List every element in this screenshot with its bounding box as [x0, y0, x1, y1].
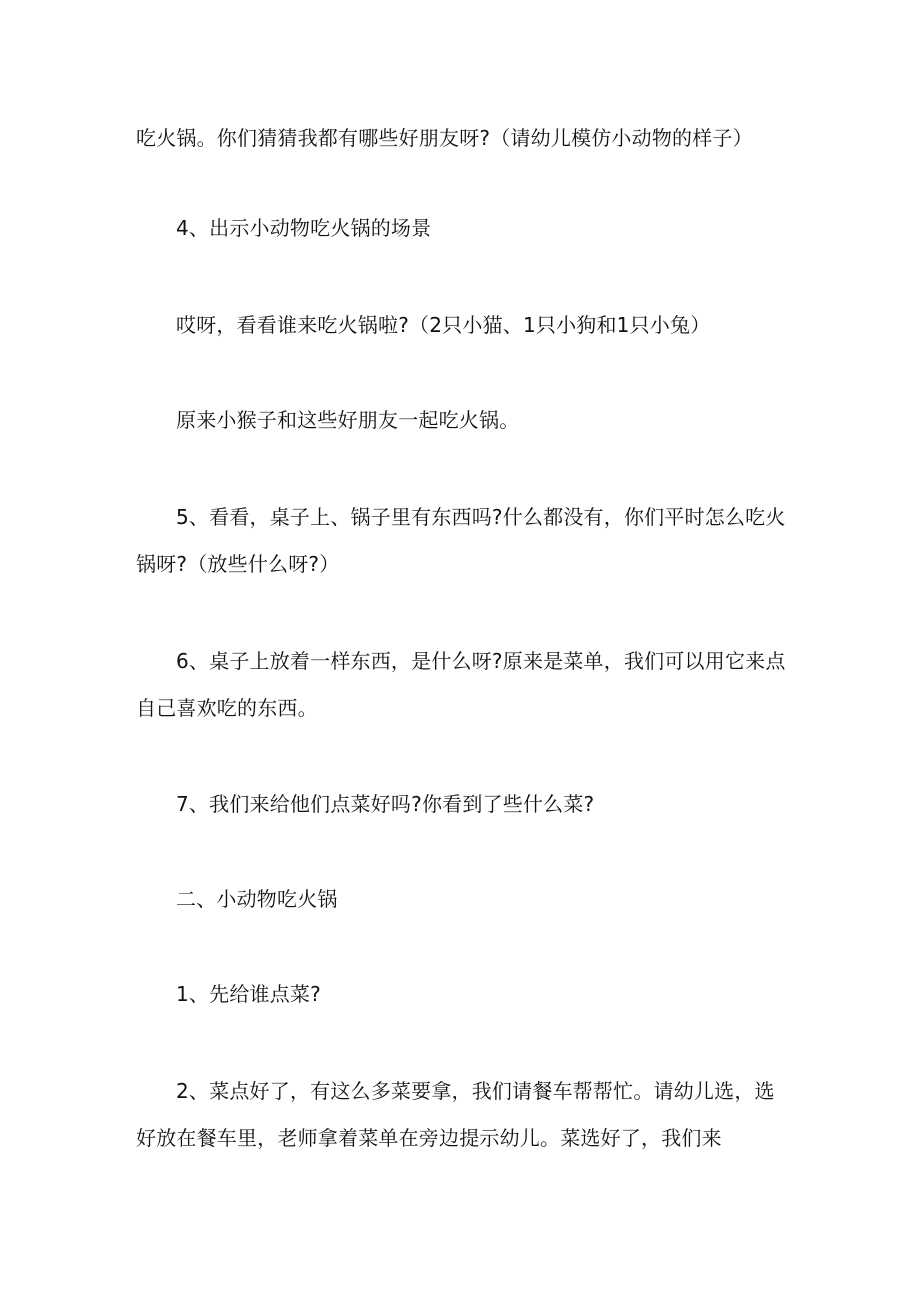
section-item-2: 2、菜点好了，有这么多菜要拿，我们请餐车帮帮忙。请幼儿选，选	[176, 1079, 775, 1103]
text-line: 原来小猴子和这些好朋友一起吃火锅。	[176, 408, 520, 432]
text-line: 好放在餐车里，老师拿着菜单在旁边提示幼儿。菜选好了，我们来	[136, 1126, 722, 1150]
section-item-4: 4、出示小动物吃火锅的场景	[176, 216, 432, 240]
section-heading: 二、小动物吃火锅	[176, 887, 338, 911]
section-item-7: 7、我们来给他们点菜好吗?你看到了些什么菜?	[176, 792, 595, 816]
text-line: 锅呀?（放些什么呀?）	[136, 552, 340, 576]
text-line: 哎呀，看看谁来吃火锅啦?（2只小猫、1只小狗和1只小兔）	[176, 313, 711, 337]
text-line: 吃火锅。你们猜猜我都有哪些好朋友呀?（请幼儿模仿小动物的样子）	[136, 126, 753, 150]
section-item-5: 5、看看，桌子上、锅子里有东西吗?什么都没有，你们平时怎么吃火	[176, 505, 786, 529]
text-line: 自己喜欢吃的东西。	[136, 696, 318, 720]
section-item-6: 6、桌子上放着一样东西，是什么呀?原来是菜单，我们可以用它来点	[176, 649, 786, 673]
section-item-1: 1、先给谁点菜?	[176, 982, 321, 1006]
